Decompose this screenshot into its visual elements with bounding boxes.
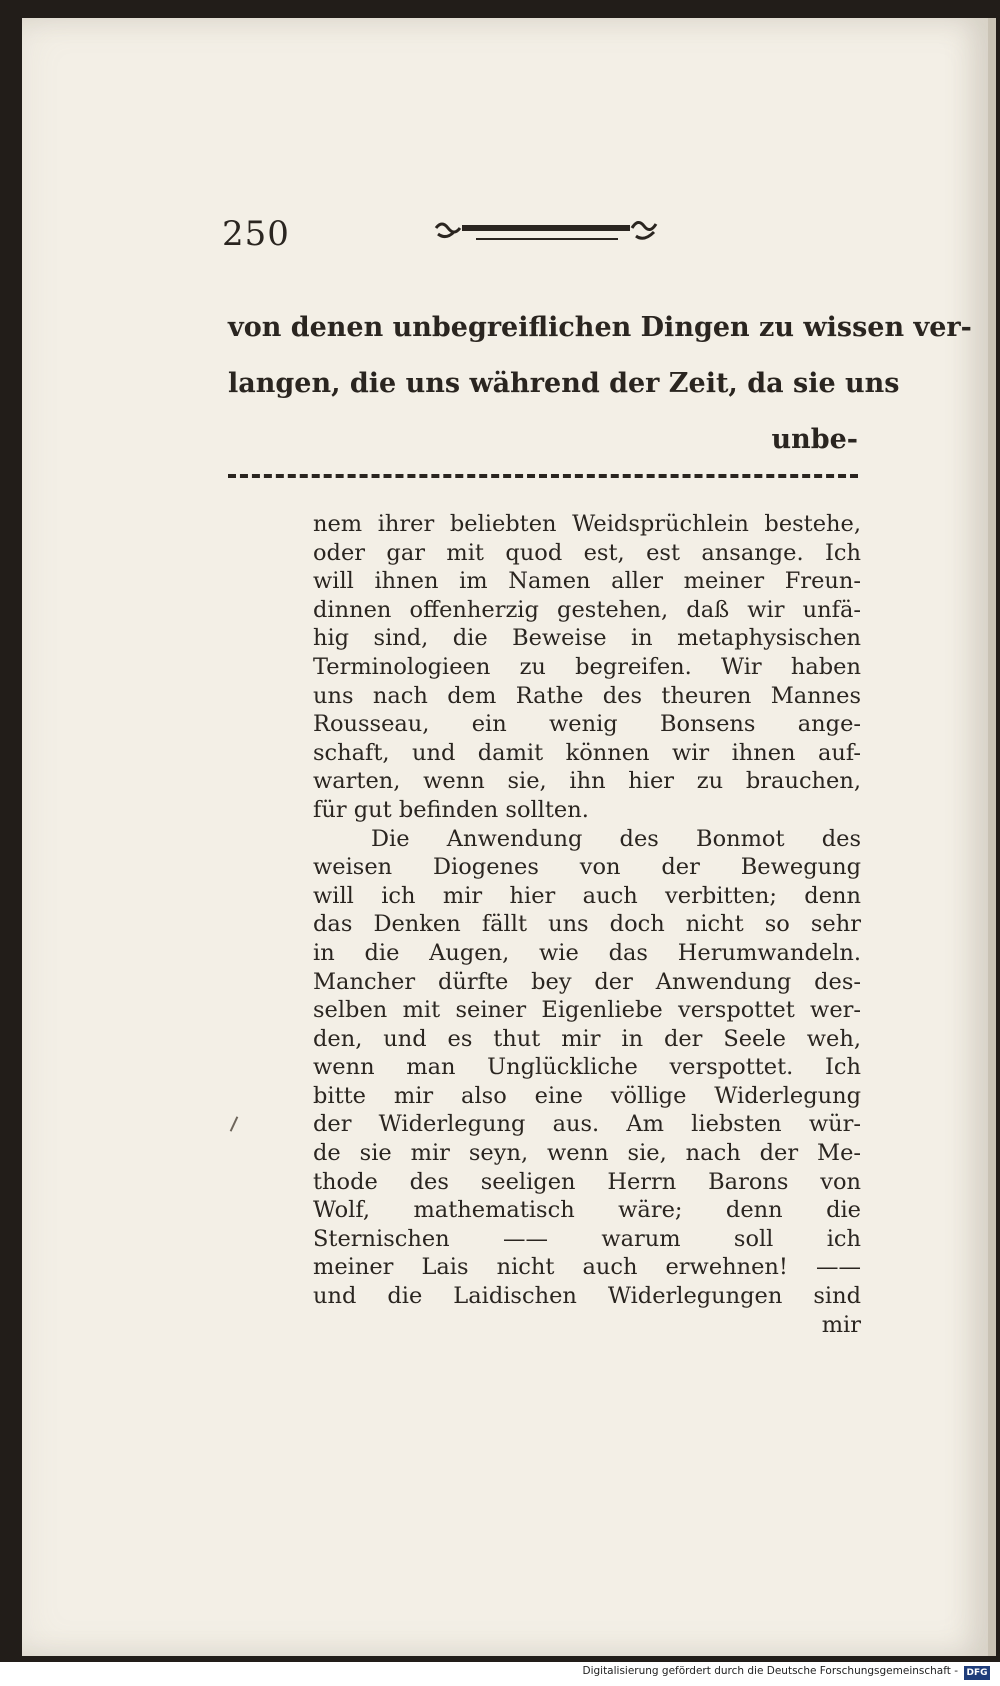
footnote-line: Die Anwendung des Bonmot des <box>371 825 861 852</box>
footnote-line: warten, wenn sie, ihn hier zu brauchen, <box>313 768 861 795</box>
footnote-line: will ich mir hier auch verbitten; denn <box>313 882 861 909</box>
main-text-line: langen, die uns während der Zeit, da sie uns <box>228 368 900 399</box>
footnote-line: hig sind, die Beweise in metaphysischen <box>313 625 861 652</box>
footnote-line: Mancher dürfte bey der Anwendung des- <box>313 968 861 995</box>
footnote-line: bitte mir also eine völlige Widerlegung <box>313 1082 861 1109</box>
footnote-line: Wolf, mathematisch wäre; denn die <box>313 1197 861 1224</box>
footnote-catchword: mir <box>821 1311 861 1338</box>
main-text-line: von denen unbegreiflichen Dingen zu wissen ver- <box>228 312 972 343</box>
footnote-line: und die Laidischen Widerlegungen sind <box>313 1283 861 1310</box>
header-ornament-icon <box>432 214 662 248</box>
footnote-line: thode des seeligen Herrn Barons von <box>313 1168 861 1195</box>
footnote-separator-rule <box>228 474 858 478</box>
footnote-line: oder gar mit quod est, est ansange. Ich <box>313 539 861 566</box>
page-number: 250 <box>222 214 290 254</box>
footnote-line: nem ihrer beliebten Weidsprüchlein bestehe, <box>313 511 861 537</box>
footnote-line: Sternischen —— warum soll ich <box>313 1225 861 1252</box>
footnote-line: selben mit seiner Eigenliebe verspottet wer- <box>313 997 861 1024</box>
footnote-line: Rousseau, ein wenig Bonsens ange- <box>313 711 861 738</box>
footnote-block <box>313 510 861 1339</box>
digitization-credit: Digitalisierung gefördert durch die Deutsche Forschungsgemeinschaft - <box>582 1665 958 1677</box>
footnote-line: weisen Diogenes von der Bewegung <box>313 854 861 881</box>
footnote-line: den, und es thut mir in der Seele weh, <box>313 1025 861 1052</box>
footnote-line: dinnen offenherzig gestehen, daß wir unfä- <box>313 596 861 623</box>
footnote-line: schaft, und damit können wir ihnen auf- <box>313 739 861 766</box>
footnote-line: meiner Lais nicht auch erwehnen! —— <box>313 1254 861 1281</box>
catchword: unbe- <box>771 424 858 455</box>
footnote-line: will ihnen im Namen aller meiner Freun- <box>313 568 861 595</box>
footnote-line: Terminologieen zu begreifen. Wir haben <box>313 653 861 680</box>
footnote-line: der Widerlegung aus. Am liebsten wür- <box>313 1111 861 1138</box>
footnote-line: in die Augen, wie das Herumwandeln. <box>313 939 861 966</box>
dfg-logo-icon: DFG <box>964 1666 990 1680</box>
footnote-line: wenn man Unglückliche verspottet. Ich <box>313 1054 861 1081</box>
footnote-line: für gut befinden sollten. <box>313 796 589 823</box>
footnote-line: uns nach dem Rathe des theuren Mannes <box>313 682 861 709</box>
footnote-line: de sie mir seyn, wenn sie, nach der Me- <box>313 1140 861 1167</box>
main-text-block <box>228 300 972 468</box>
footnote-line: das Denken fällt uns doch nicht so sehr <box>313 911 861 938</box>
